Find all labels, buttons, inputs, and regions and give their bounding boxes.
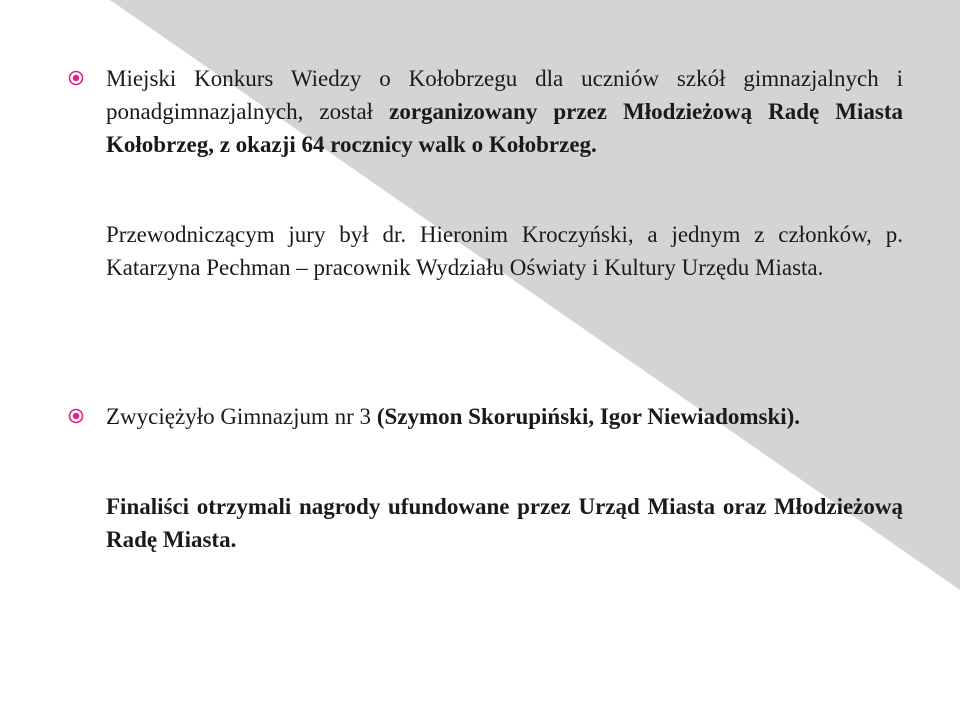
paragraph-winner-bold: (Szymon Skorupiński, Igor Niewiadomski).	[376, 404, 801, 429]
bullet-icon	[67, 407, 85, 425]
paragraph-jury: Przewodniczącym jury był dr. Hieronim Kroczyński, a jednym z członków, p. Katarzyna Pechman – pracownik Wydziału Oświaty i Kultury Urzędu Miasta.	[106, 222, 903, 280]
paragraph-contest-bold: zorganizowany przez Młodzieżową Radę Miasta Kołobrzeg, z okazji 64 rocznicy walk o Kołobrzeg.	[106, 99, 903, 157]
paragraph-winner-plain: Zwyciężyło Gimnazjum nr 3	[106, 404, 377, 429]
paragraph-finalists	[106, 490, 903, 556]
paragraph-finalists-bold: Finaliści otrzymali nagrody ufundowane przez Urząd Miasta oraz Młodzieżową Radę Miasta.	[106, 494, 903, 552]
paragraph-contest	[106, 62, 903, 161]
paragraph-contest-plain: Miejski Konkurs Wiedzy o Kołobrzegu dla uczniów szkół gimnazjalnych i ponadgimnazjalnych, został	[106, 66, 903, 124]
bullet-icon	[67, 69, 85, 87]
paragraph-winner	[106, 400, 903, 433]
